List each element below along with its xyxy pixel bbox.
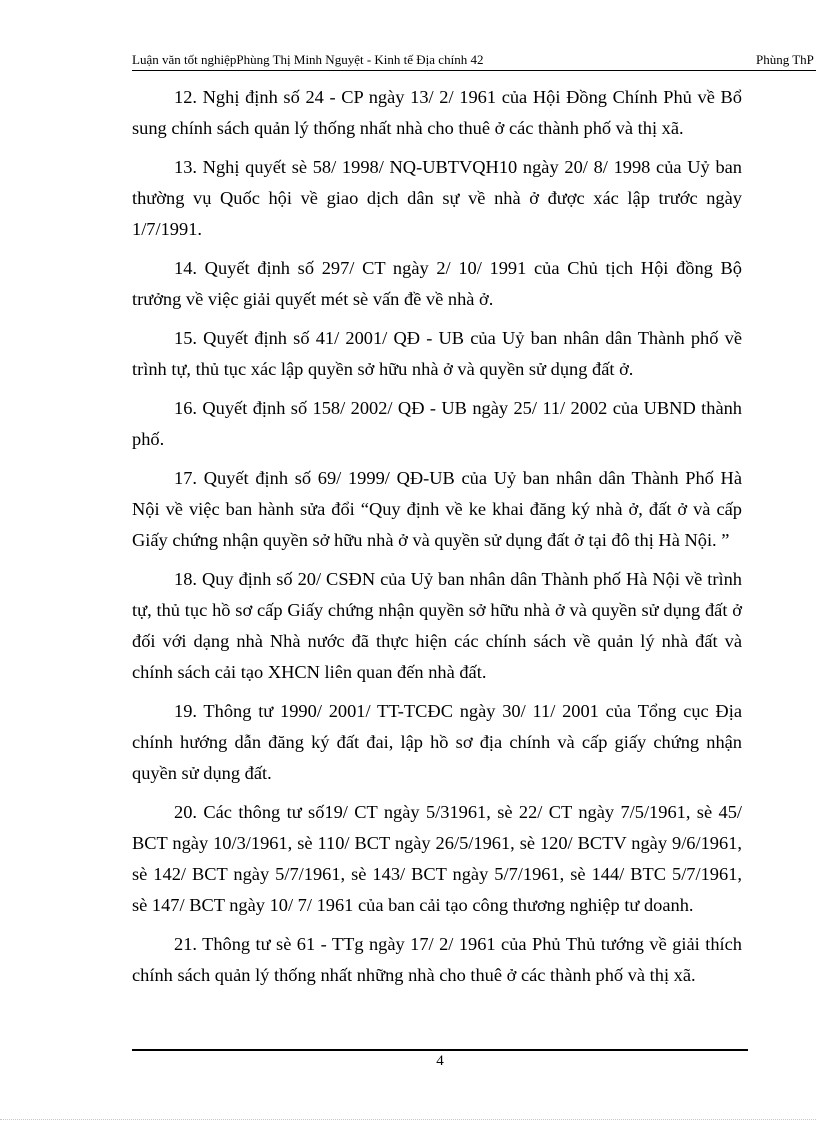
header-divider bbox=[132, 70, 816, 71]
running-header bbox=[132, 50, 816, 70]
reference-item-21: 21. Thông tư sè 61 - TTg ngày 17/ 2/ 1961 của Phủ Thủ tướng về giải thích chính sách quản lý thống nhất những nhà cho thuê ở các thành phố và thị xã. bbox=[132, 934, 742, 985]
reference-item-17: 17. Quyết định số 69/ 1999/ QĐ-UB của Uỷ ban nhân dân Thành Phố Hà Nội về việc ban hành sửa đổi “Quy định về ke khai đăng ký nhà ở, đất ở và cấp Giấy chứng nhận quyền sở hữu nhà ở và quyền sử dụng đất ở tại đô thị Hà Nội. ” bbox=[132, 468, 742, 550]
header-author-name: Phùng ThP bbox=[756, 52, 814, 67]
page-number: 4 bbox=[436, 1053, 444, 1069]
reference-item-20: 20. Các thông tư số19/ CT ngày 5/31961, sè 22/ CT ngày 7/5/1961, sè 45/ BCT ngày 10/3/1961, sè 110/ BCT ngày 26/5/1961, sè 120/ BCTV ngày 9/6/1961, sè 142/ BCT ngày 5/7/1961, sè 143/ BCT ngày 5/7/1961, sè 144/ BTC 5/7/1961, sè 147/ BCT ngày 10/ 7/ 1961 của ban cải tạo công thương nghiệp tư doanh. bbox=[132, 802, 742, 915]
page-bottom-dotted-line bbox=[0, 1119, 816, 1120]
reference-item-15: 15. Quyết định số 41/ 2001/ QĐ - UB của Uỷ ban nhân dân Thành phố về trình tự, thủ tục xác lập quyền sở hữu nhà ở và quyền sử dụng đất ở. bbox=[132, 328, 742, 379]
reference-item-14: 14. Quyết định số 297/ CT ngày 2/ 10/ 1991 của Chủ tịch Hội đồng Bộ trưởng về việc giải quyết mét sè vấn đề về nhà ở. bbox=[132, 258, 742, 309]
reference-item-18: 18. Quy định số 20/ CSĐN của Uỷ ban nhân dân Thành phố Hà Nội về trình tự, thủ tục hồ sơ cấp Giấy chứng nhận quyền sở hữu nhà ở và quyền sử dụng đất ở đối với dạng nhà Nhà nước đã thực hiện các chính sách về quản lý nhà đất và chính sách cải tạo XHCN liên quan đến nhà đất. bbox=[132, 569, 742, 682]
reference-item-19: 19. Thông tư 1990/ 2001/ TT-TCĐC ngày 30/ 11/ 2001 của Tổng cục Địa chính hướng dẫn đăng ký đất đai, lập hồ sơ địa chính và cấp giấy chứng nhận quyền sử dụng đất. bbox=[132, 701, 742, 783]
reference-item-16: 16. Quyết định số 158/ 2002/ QĐ - UB ngày 25/ 11/ 2002 của UBND thành phố. bbox=[132, 398, 742, 449]
reference-item-13: 13. Nghị quyết sè 58/ 1998/ NQ-UBTVQH10 ngày 20/ 8/ 1998 của Uỷ ban thường vụ Quốc hội về giao dịch dân sự về nhà ở được xác lập trước ngày 1/7/1991. bbox=[132, 157, 742, 239]
reference-item-12: 12. Nghị định số 24 - CP ngày 13/ 2/ 1961 của Hội Đồng Chính Phủ về Bổ sung chính sách quản lý thống nhất nhà cho thuê ở các thành phố và thị xã. bbox=[132, 87, 742, 138]
references-list bbox=[132, 82, 742, 999]
footer-divider bbox=[132, 1049, 748, 1051]
header-thesis-title: Luận văn tốt nghiệpPhùng Thị Minh Nguyệt - Kinh tế Địa chính 42 bbox=[132, 52, 484, 67]
